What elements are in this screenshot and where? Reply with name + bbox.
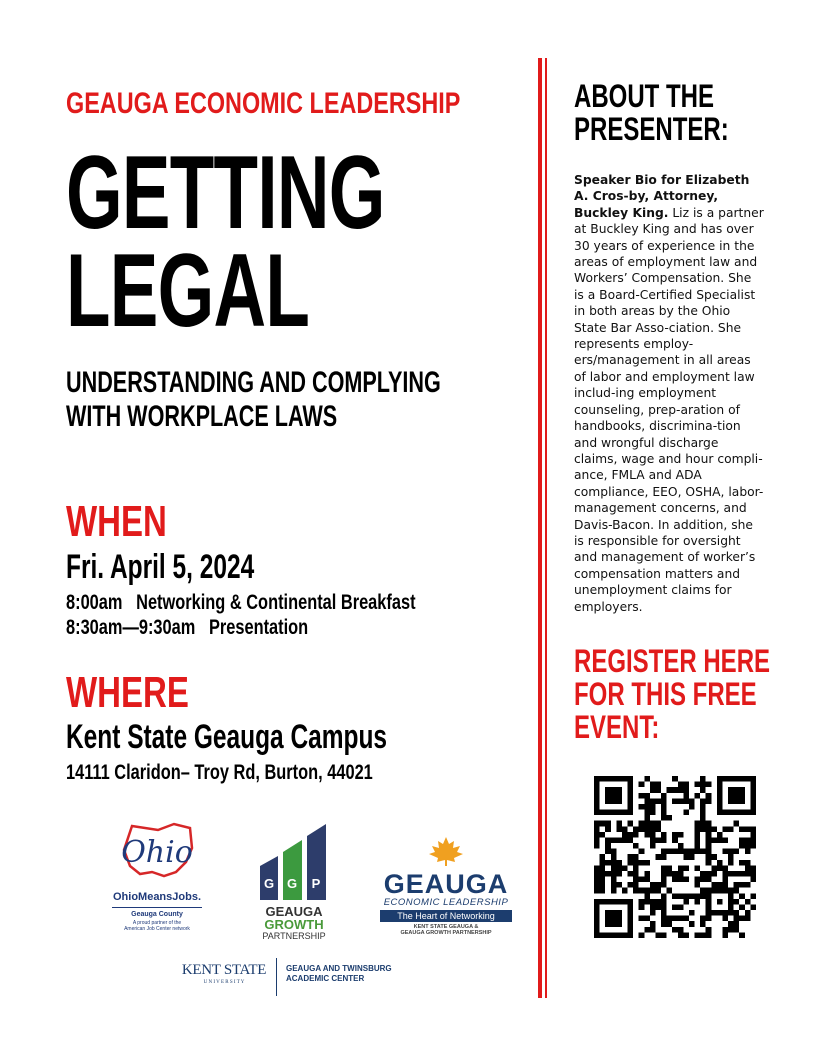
subtitle bbox=[66, 366, 441, 434]
event-series-kicker: GEAUGA ECONOMIC LEADERSHIP bbox=[66, 87, 461, 120]
ggp-line-3: PARTNERSHIP bbox=[262, 931, 326, 941]
about-heading-line-2: PRESENTER: bbox=[574, 111, 729, 147]
ohio-state-outline-icon bbox=[112, 822, 202, 880]
ohio-divider bbox=[112, 907, 202, 908]
when-heading: WHEN bbox=[66, 497, 167, 546]
ohio-tagline-1: A proud partner of the bbox=[132, 920, 182, 926]
geauga-band: The Heart of Networking bbox=[380, 910, 512, 922]
about-heading bbox=[574, 80, 729, 146]
ggp-letter-1: G bbox=[263, 876, 275, 891]
ggp-bars-icon bbox=[256, 822, 332, 900]
bio-body: Liz is a partner at Buckley King and has over 30 years of experience in the areas of employment law and Workers’ Compensation. She is a Board-Certified Specialist in both areas by the Ohio State Bar Asso-ciation. She represents employ-ers/management in all areas of labor and employment law includ-ing employment counseling, prep-aration of handbooks, discrimina-tion and wrongful discharge claims, wage and hour compli-ance, FMLA and ADA compliance, EEO, OSHA, labor-management concerns, and Davis-Bacon. In addition, she is responsible for oversight and management of worker’s compensation matters and unemployment claims for employers. bbox=[574, 205, 764, 614]
ggp-line-1: GEAUGA bbox=[265, 904, 323, 919]
register-line-1: REGISTER HERE bbox=[574, 643, 771, 679]
subtitle-line-1: UNDERSTANDING AND COMPLYING bbox=[66, 366, 441, 399]
title-line-2: LEGAL bbox=[66, 233, 310, 349]
ohio-script: Ohio bbox=[121, 835, 193, 870]
venue-address: 14111 Claridon– Troy Rd, Burton, 44021 bbox=[66, 761, 373, 784]
divider-rule-thick bbox=[538, 58, 542, 998]
geauga-growth-partnership-logo bbox=[252, 822, 336, 942]
qr-code-icon[interactable] bbox=[594, 776, 756, 938]
ggp-line-2: GROWTH bbox=[264, 917, 324, 932]
ohio-tagline-2: American Job Center network bbox=[124, 926, 190, 932]
geauga-sub: ECONOMIC LEADERSHIP bbox=[383, 897, 509, 908]
kent-divider bbox=[276, 958, 277, 996]
schedule-line-1: 8:00am Networking & Continental Breakfast bbox=[66, 591, 416, 614]
geauga-name: GEAUGA bbox=[383, 869, 509, 899]
title-line-1: GETTING bbox=[66, 135, 385, 251]
maple-leaf-icon bbox=[427, 836, 465, 866]
ohiomeansjobs-logo bbox=[98, 822, 216, 932]
geauga-foot-2: GEAUGA GROWTH PARTNERSHIP bbox=[400, 930, 492, 936]
kent-state-univ: U N I V E R S I T Y bbox=[203, 980, 245, 985]
geauga-foot-1: KENT STATE GEAUGA & bbox=[413, 924, 479, 930]
kent-state-name: KENT STATE bbox=[181, 962, 267, 978]
register-line-2: FOR THIS FREE bbox=[574, 676, 757, 712]
ggp-letter-2: G bbox=[286, 876, 298, 891]
ohiomeansjobs-name: OhioMeansJobs. bbox=[112, 891, 202, 903]
register-line-3: EVENT: bbox=[574, 709, 660, 745]
divider-rule-thin bbox=[545, 58, 547, 998]
bio-lead: Speaker Bio for Elizabeth A. Cros-by, Attorney, Buckley King. bbox=[574, 173, 750, 220]
kent-state-logo bbox=[176, 958, 436, 998]
where-heading: WHERE bbox=[66, 668, 189, 717]
ohio-county: Geauga County bbox=[131, 911, 183, 918]
subtitle-line-2: WITH WORKPLACE LAWS bbox=[66, 400, 338, 433]
register-heading bbox=[574, 645, 770, 744]
venue-name: Kent State Geauga Campus bbox=[66, 718, 388, 756]
ggp-letter-3: P bbox=[311, 876, 321, 891]
geauga-economic-leadership-logo bbox=[376, 836, 516, 936]
about-heading-line-1: ABOUT THE bbox=[574, 78, 714, 114]
schedule-line-2: 8:30am—9:30am Presentation bbox=[66, 616, 309, 639]
event-date: Fri. April 5, 2024 bbox=[66, 548, 255, 586]
kent-line-2: ACADEMIC CENTER bbox=[286, 974, 365, 983]
kent-line-1: GEAUGA AND TWINSBURG bbox=[286, 964, 392, 973]
presenter-bio bbox=[574, 172, 764, 615]
